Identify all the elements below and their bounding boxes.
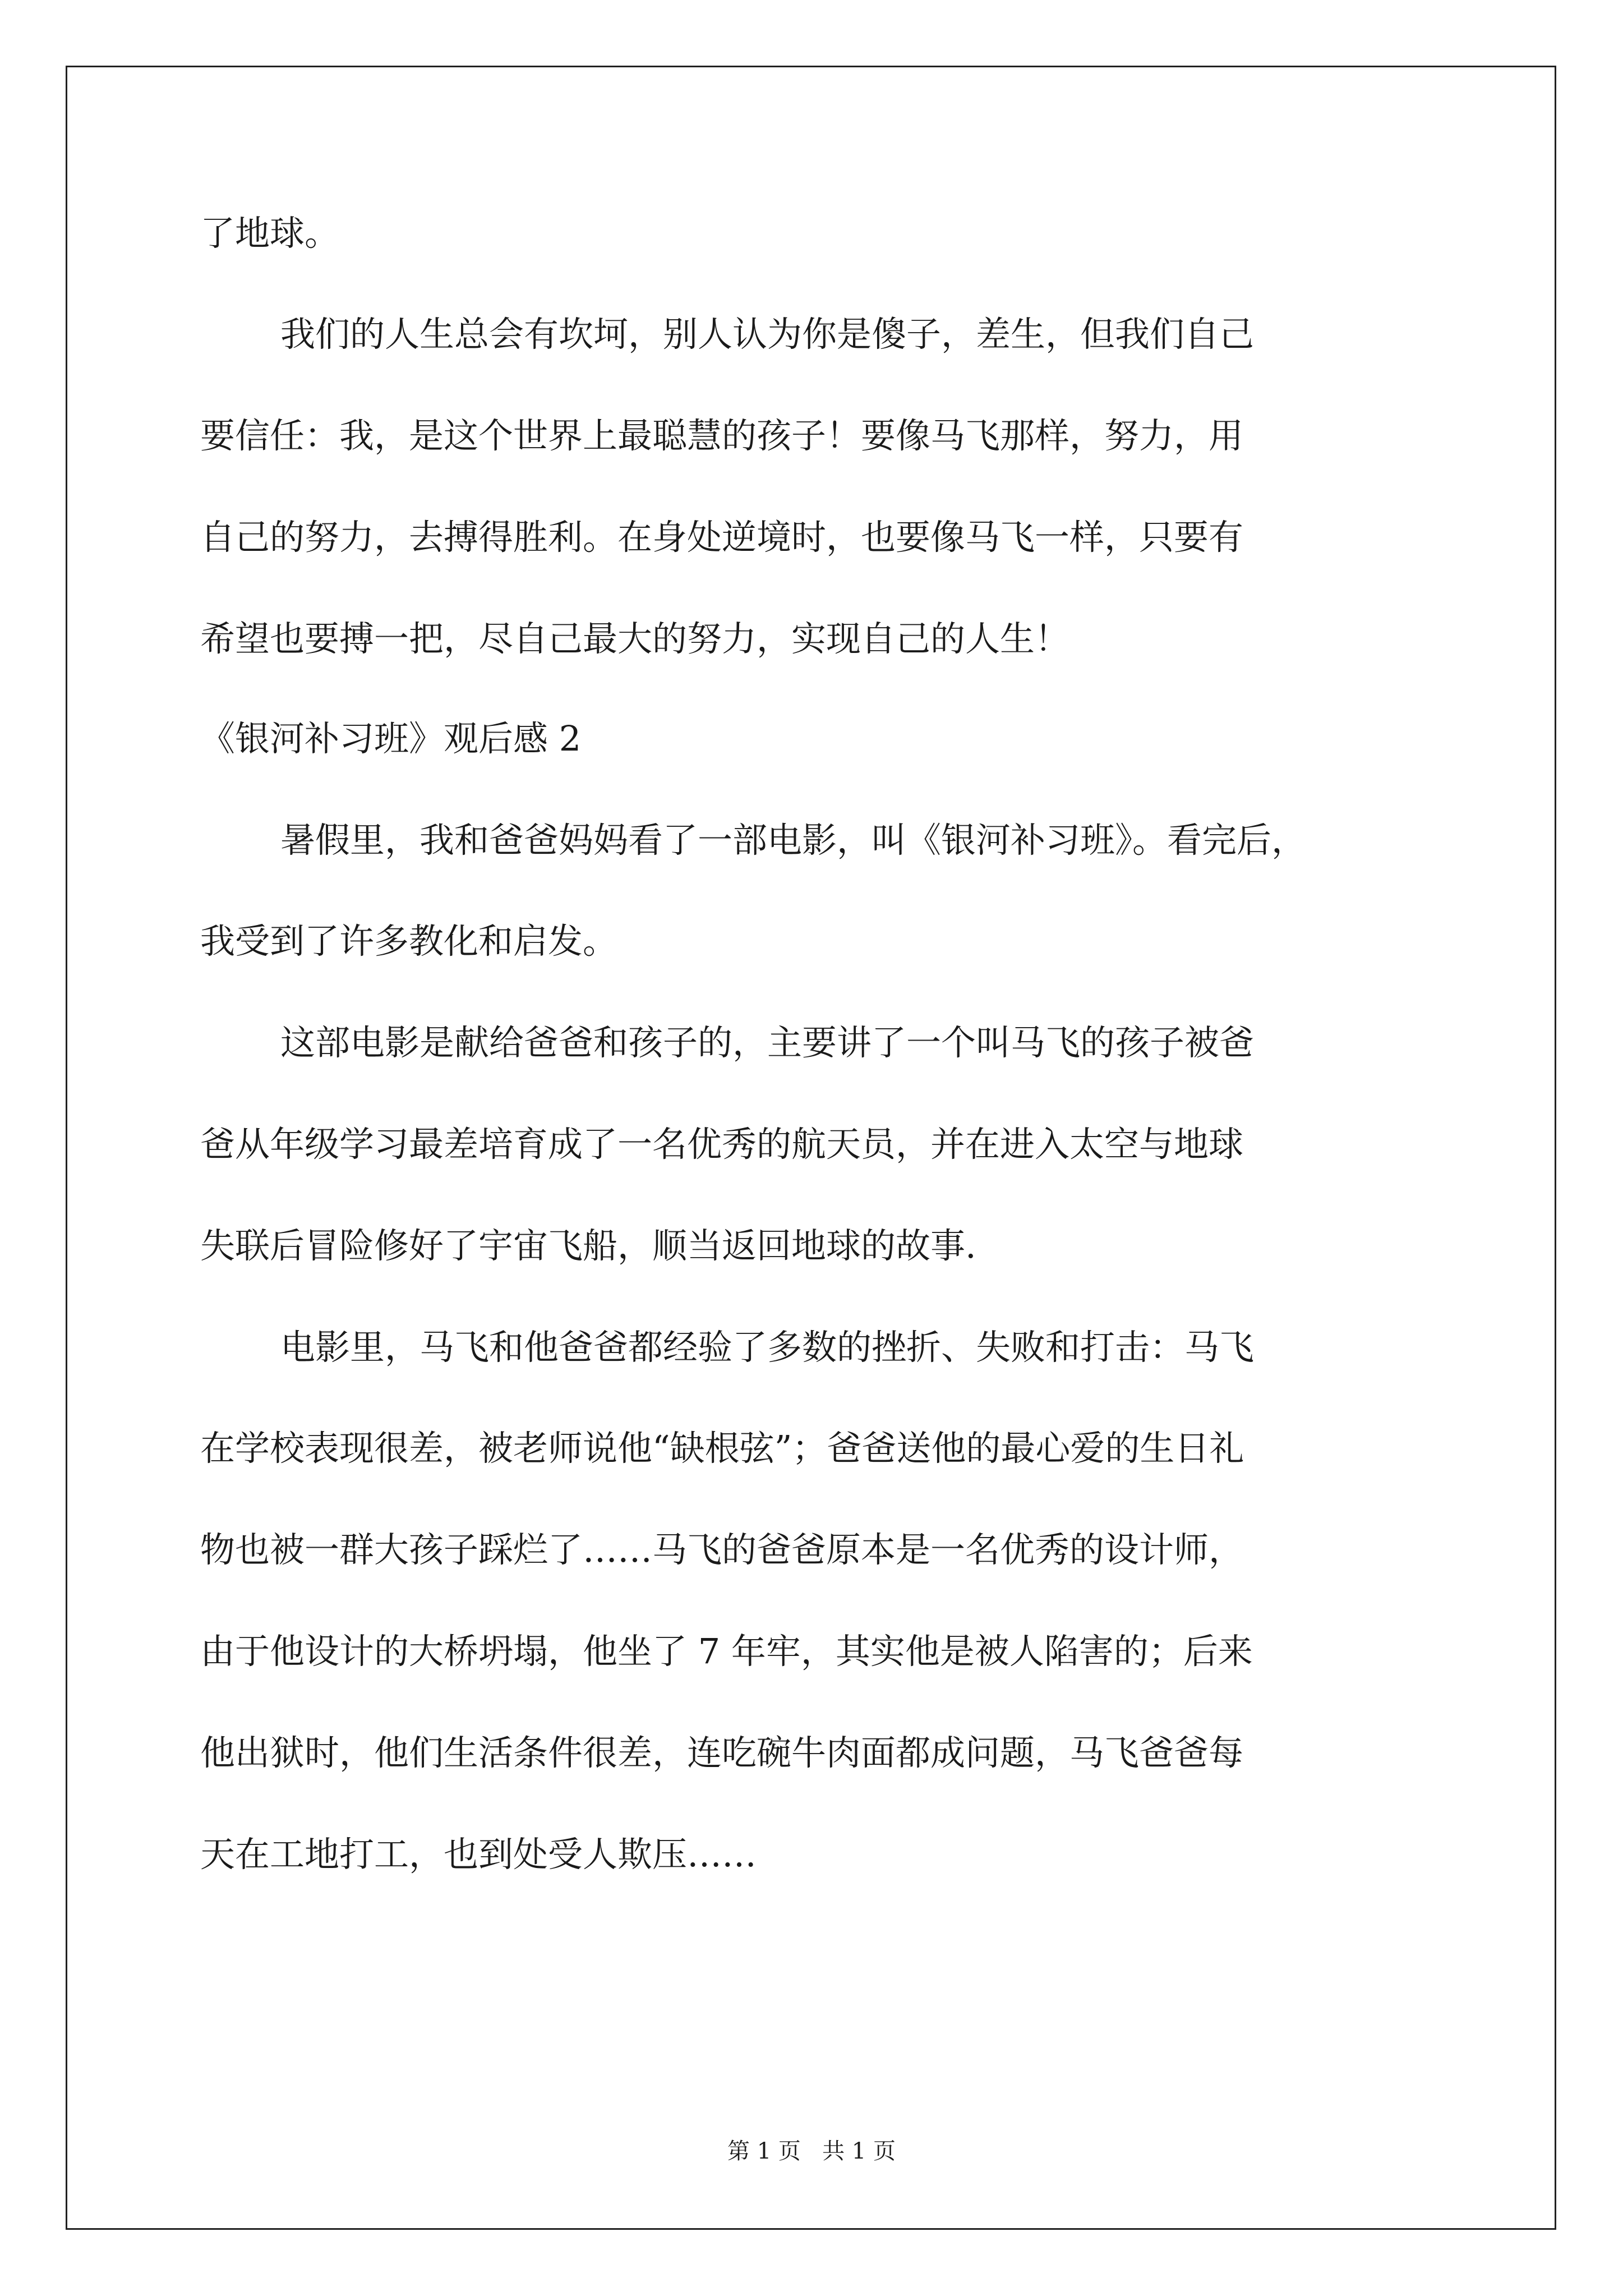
paragraph-line: 这部电影是献给爸爸和孩子的，主要讲了一个叫马飞的孩子被爸 xyxy=(280,1022,1255,1063)
paragraph-line: 希望也要搏一把，尽自己最大的努力，实现自己的人生！ xyxy=(200,618,1070,659)
paragraph-line: 物也被一群大孩子踩烂了……马飞的爸爸原本是一名优秀的设计师， xyxy=(200,1529,1244,1570)
paragraph-line: 天在工地打工，也到处受人欺压…… xyxy=(200,1834,757,1875)
paragraph-line: 要信任：我，是这个世界上最聪慧的孩子！要像马飞那样，努力，用 xyxy=(200,415,1244,456)
paragraph-line: 他出狱时，他们生活条件很差，连吃碗牛肉面都成问题，马飞爸爸每 xyxy=(200,1732,1244,1773)
paragraph-line: 在学校表现很差，被老师说他“缺根弦”；爸爸送他的最心爱的生日礼 xyxy=(200,1428,1244,1469)
paragraph-line: 电影里，马飞和他爸爸都经验了多数的挫折、失败和打击：马飞 xyxy=(280,1327,1255,1368)
paragraph-line: 了地球。 xyxy=(200,213,340,254)
paragraph-line: 我们的人生总会有坎坷，别人认为你是傻子，差生，但我们自己 xyxy=(280,314,1255,355)
paragraph-line: 失联后冒险修好了宇宙飞船，顺当返回地球的故事. xyxy=(200,1225,976,1266)
section-heading: 《银河补习班》观后感 2 xyxy=(200,718,582,759)
paragraph-line: 爸从年级学习最差培育成了一名优秀的航天员，并在进入太空与地球 xyxy=(200,1124,1244,1165)
page-number-footer: 第 1 页 共 1 页 xyxy=(727,2138,896,2164)
paragraph-line: 由于他设计的大桥坍塌，他坐了 7 年牢，其实他是被人陷害的；后来 xyxy=(200,1631,1253,1672)
paragraph-line: 我受到了许多教化和启发。 xyxy=(200,921,618,961)
paragraph-line: 暑假里，我和爸爸妈妈看了一部电影，叫《银河补习班》。看完后， xyxy=(280,820,1307,861)
paragraph-line: 自己的努力，去搏得胜利。在身处逆境时，也要像马飞一样，只要有 xyxy=(200,517,1244,558)
